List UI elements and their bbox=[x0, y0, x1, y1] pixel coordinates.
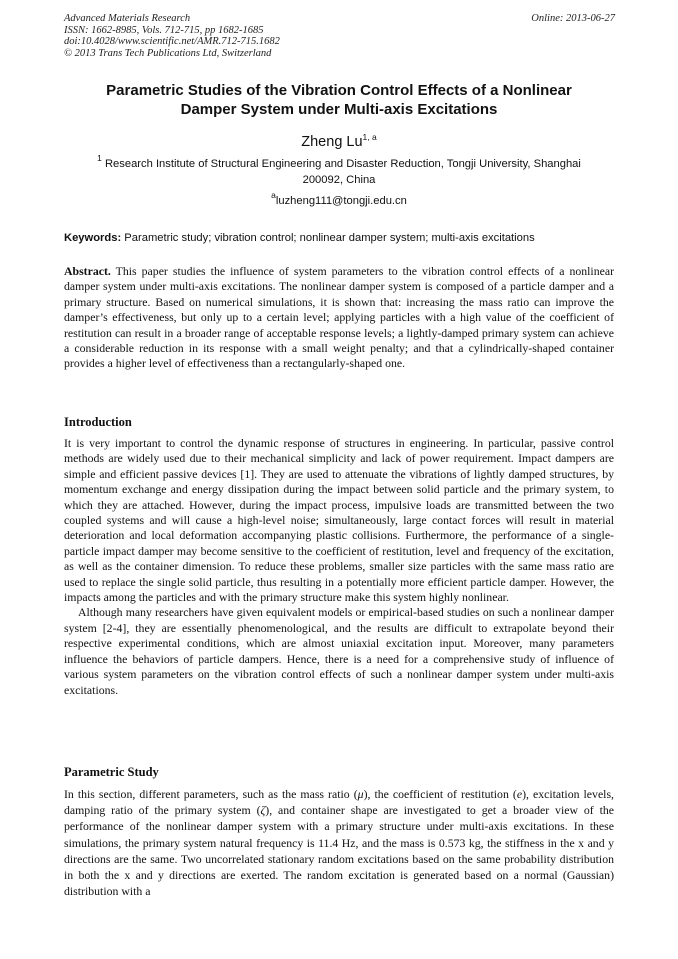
affiliation-line-2: 200092, China bbox=[302, 173, 376, 186]
parametric-study-paragraph bbox=[64, 786, 614, 899]
title-line-1: Parametric Studies of the Vibration Control Effects of a Nonlinear bbox=[106, 82, 572, 99]
journal-name: Advanced Materials Research bbox=[64, 13, 191, 24]
email-address: luzheng111@tongji.edu.cn bbox=[275, 195, 407, 207]
introduction-paragraph-1: It is very important to control the dynamic response of structures in engineering. In particular, passive control methods are widely used due to their mechanical simplicity and lack of power requirement. Impact dampers are simple and efficient passive devices [1]. They are used to attenuate the vibrations of lightly damped structures, by momentum exchange and energy dissipation during the impact between solid particle and the primary system, to which they are attached. However, during the impact process, impulsive loads are transmitted between the two coupled systems and will cause a high-level noise; simultaneously, large contact forces will result in material deterioration and local deformation accompanying plastic collisions. Furthermore, the performance of a single-particle impact damper may become sensitive to the coefficient of restitution, level and frequency of the excitation, as well as the container dimension. To reduce these problems, smaller size particles with the same mass ratio are used to replace the single solid particle, thus resulting in a potentially more efficient particle damper. However, the impacts among the particles and with the primary structure make this system highly nonlinear. bbox=[64, 436, 614, 605]
affiliation bbox=[64, 153, 614, 188]
keywords-label: Keywords: bbox=[64, 232, 122, 244]
param-text-4: ), and container shape are investigated to get a broader view of the performance of the nonlinear damper system with a primary structure under multi-axis excitations. In these simulations, the primary system natural frequency is 11.4 Hz, and the mass is 0.573 kg, the stiffness in the x and y directions are the same. Two uncorrelated stationary random excitations based on the same probability distribution in both the x and y directions are exerted. The random excitation is generated based on a normal (Gaussian) distribution with a bbox=[64, 803, 614, 899]
email-sup: a bbox=[271, 190, 276, 200]
keywords bbox=[64, 231, 614, 245]
abstract bbox=[64, 264, 614, 372]
title-line-2: Damper System under Multi-axis Excitations bbox=[180, 101, 498, 118]
param-text-1: In this section, different parameters, such as the mass ratio ( bbox=[64, 787, 358, 801]
affiliation-line-1: Research Institute of Structural Engineering and Disaster Reduction, Tongji University, Shanghai bbox=[101, 158, 581, 170]
author-name: Zheng Lu bbox=[301, 134, 363, 150]
author-sup: 1, a bbox=[362, 132, 377, 142]
affiliation-sup: 1 bbox=[97, 153, 102, 163]
author bbox=[64, 133, 614, 151]
issn-line: ISSN: 1662-8985, Vols. 712-715, pp 1682-1685 bbox=[64, 24, 264, 36]
keywords-text: Parametric study; vibration control; nonlinear damper system; multi-axis excitations bbox=[121, 232, 535, 244]
parametric-study-heading: Parametric Study bbox=[64, 765, 159, 779]
introduction-heading: Introduction bbox=[64, 415, 132, 429]
zeta-symbol: ζ bbox=[260, 803, 266, 818]
doi-line: doi:10.4028/www.scientific.net/AMR.712-715.1682 bbox=[64, 36, 280, 48]
mu-symbol: μ bbox=[357, 787, 364, 801]
journal-header bbox=[64, 13, 280, 59]
online-date: Online: 2013-06-27 bbox=[531, 13, 615, 24]
author-email bbox=[64, 190, 614, 208]
abstract-label: Abstract. bbox=[64, 264, 111, 278]
abstract-text: This paper studies the influence of system parameters to the vibration control effects of a nonlinear damper system under multi-axis excitations. The nonlinear damper system is composed of a particle damper and a primary structure. Based on numerical simulations, it is shown that: increasing the mass ratio can improve the damper’s effectiveness, but only up to a certain level; applying particles with a high value of the coefficient of restitution can result in a broader range of acceptable response levels; a lightly-damped primary system can achieve a considerable reduction in its response with a small weight penalty; and that a cylindrically-shaped container provides a higher level of effectiveness than a rectangularly-shaped one. bbox=[64, 264, 614, 371]
param-text-2: ), the coefficient of restitution ( bbox=[363, 787, 517, 801]
paper-title bbox=[64, 81, 614, 119]
copyright-line: © 2013 Trans Tech Publications Ltd, Switzerland bbox=[64, 47, 272, 59]
introduction-paragraph-2: Although many researchers have given equivalent models or empirical-based studies on such a nonlinear damper system [2-4], they are essentially phenomenological, and the results are difficult to extrapolate beyond their respective experimental conditions, which are almost uniaxial excitation input. Moreover, many parameters influence the behaviors of particle dampers. Hence, there is a need for a comprehensive study of influence of various system parameters on the vibration control effects of such a nonlinear damper system under multi-axis excitations. bbox=[64, 605, 614, 697]
e-symbol: e bbox=[516, 787, 523, 801]
param-text-3: ), excitation levels, damping ratio of the primary system ( bbox=[64, 787, 614, 818]
introduction-body bbox=[64, 436, 614, 698]
